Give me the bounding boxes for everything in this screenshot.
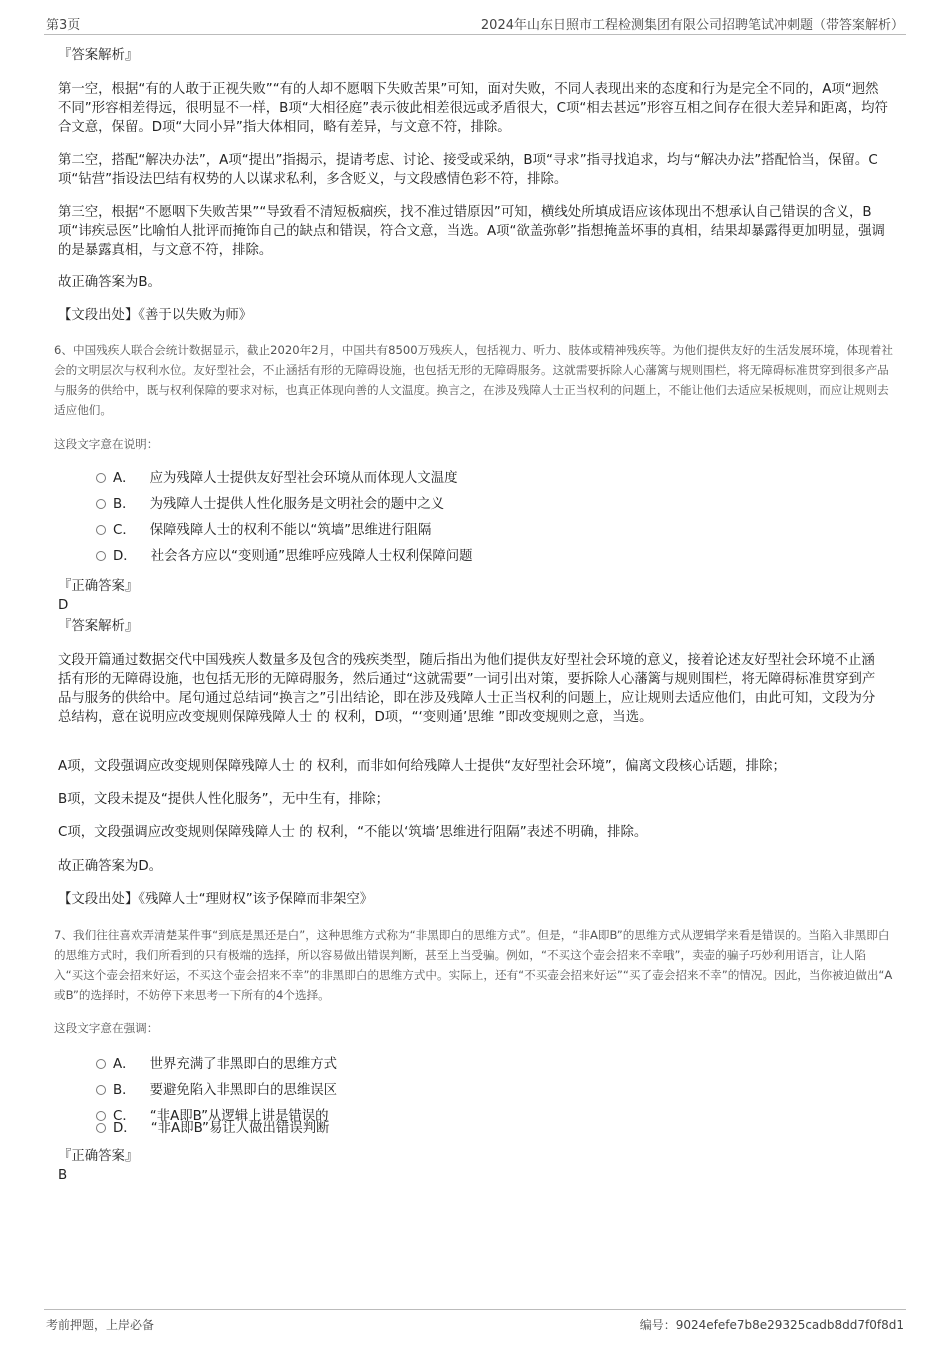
page-footer [44,1309,906,1334]
q6-stem: 6、中国残疾人联合会统计数据显示，截止2020年2月，中国共有8500万残疾人，包括视力、听力、肢体或精神残疾等。为他们提供友好的生活发展环境，体现着社会的文明层次与权利水位。友好型社会，不止涵括有形的无障碍设施，也包括无形的无障碍服务。这就需要拆除人心藩篱与规则围栏，将无障碍标准贯穿到很多产品与服务的供给中，既与权利保障的要求对标，也真正体现向善的人文温度。换言之，在涉及残障人士正当权利的问题上，不能让他们去适应呆板规则，而应让规则去适应他们。 [54,343,893,417]
q5-source: 【文段出处】《善于以失败为师》 [58,308,253,323]
q7-option-c[interactable]: C． “非A即B”从逻辑上讲是错误的 [96,1108,329,1126]
q6-conclusion: 故正确答案为D。 [58,859,163,874]
radio-icon[interactable] [96,551,106,561]
q6-option-a[interactable]: A． 应为残障人士提供友好型社会环境从而体现人文温度 [96,470,458,488]
q5-analysis-paragraph-2: 第二空，搭配“解决办法”，A项“提出”指揭示，提请考虑、讨论、接受或采纳，B项“寻求”指寻找追求，均与“解决办法”搭配恰当，保留。C项“钻营”指设法巴结有权势的人以谋求私利，多含贬义，与文段感情色彩不符，排除。 [58,153,878,187]
q6-answer: D [58,598,69,613]
q5-conclusion: 故正确答案为B。 [58,275,161,290]
radio-icon[interactable] [96,525,106,535]
q6-question: 这段文字意在说明： [54,437,159,451]
q7-option-b[interactable]: B． 要避免陷入非黑即白的思维误区 [96,1082,337,1100]
q7-question: 这段文字意在强调： [54,1021,159,1035]
q6-analysis-option-c: C项，文段强调应改变规则保障残障人士 的 权利，“不能以‘筑墙’思维进行阻隔”表述不明确，排除。 [58,825,648,840]
q7-option-a[interactable]: A． 世界充满了非黑即白的思维方式 [96,1056,337,1074]
q6-option-b[interactable]: B． 为残障人士提供人性化服务是文明社会的题中之义 [96,496,444,514]
q6-option-d[interactable]: D． 社会各方应以“变则通”思维呼应残障人士权利保障问题 [96,548,473,566]
q6-answer-title: 『正确答案』 [58,579,139,594]
radio-icon[interactable] [96,473,106,483]
radio-icon[interactable] [96,1123,106,1133]
page-number: 第3页 [46,18,81,33]
q6-analysis-paragraph-1: 文段开篇通过数据交代中国残疾人数量多及包含的残疾类型，随后指出为他们提供友好型社会环境的意义，接着论述友好型社会环境不止涵括有形的无障碍设施，也包括无形的无障碍服务，然后通过“这就需要”一词引出对策，要拆除人心藩篱与规则围栏，将无障碍标准贯穿到产品与服务的供给中。尾句通过总结词“换言之”引出结论，即在涉及残障人士正当权利的问题上，应让规则去适应他们，由此可知，文段为分总结构，意在说明应改变规则保障残障人士 的 权利，D项，“‘变则通’思维 ”即改变规则之意，当选。 [58,653,876,725]
q6-source: 【文段出处】《残障人士“理财权”该予保障而非架空》 [58,892,374,907]
q6-analysis-title: 『答案解析』 [58,619,139,634]
document-title: 2024年山东日照市工程检测集团有限公司招聘笔试冲刺题（带答案解析） [480,18,904,33]
q6-analysis-option-b: B项，文段未提及“提供人性化服务”，无中生有，排除； [58,792,390,807]
radio-icon[interactable] [96,1059,106,1069]
q7-option-d[interactable]: D． “非A即B”易让人做出错误判断 [96,1120,330,1138]
document-id: 编号：9024efefe7b8e29325cadb8dd7f0f8d1 [639,1318,904,1332]
q5-analysis-paragraph-3: 第三空，根据“不愿咽下失败苦果”“导致看不清短板痼疾，找不准过错原因”可知，横线处所填成语应该体现出不想承认自己错误的含义，B项“讳疾忌医”比喻怕人批评而掩饰自己的缺点和错误，符合文意，当选。A项“欲盖弥彰”指想掩盖坏事的真相，结果却暴露得更加明显，强调的是暴露真相，与文意不符，排除。 [58,205,885,258]
q6-analysis-option-a: A项，文段强调应改变规则保障残障人士 的 权利，而非如何给残障人士提供“友好型社会环境”，偏离文段核心话题，排除； [58,759,786,774]
radio-icon[interactable] [96,499,106,509]
q7-answer: B [58,1168,68,1183]
footer-slogan: 考前押题，上岸必备 [46,1318,155,1332]
radio-icon[interactable] [96,1085,106,1095]
q7-answer-title: 『正确答案』 [58,1149,139,1164]
page-header [44,14,906,35]
q6-option-c[interactable]: C． 保障残障人士的权利不能以“筑墙”思维进行阻隔 [96,522,431,540]
q5-analysis-title: 『答案解析』 [58,48,139,63]
q7-stem: 7、我们往往喜欢弄清楚某件事“到底是黑还是白”，这种思维方式称为“非黑即白的思维方式”。但是，“非A即B”的思维方式从逻辑学来看是错误的。当陷入非黑即白的思维方式时，我们所看到的只有极端的选择，所以容易做出错误判断，甚至上当受骗。例如，“不买这个壶会招来不幸哦”，卖壶的骗子巧妙利用语言，让人陷入“买这个壶会招来好运，不买这个壶会招来不幸”的非黑即白的思维方式中。实际上，还有“不买壶会招来好运”“买了壶会招来不幸”的情况。因此，当你被迫做出“A或B”的选择时，不妨停下来思考一下所有的4个选择。 [54,928,893,1002]
q5-analysis-paragraph-1: 第一空，根据“有的人敢于正视失败”“有的人却不愿咽下失败苦果”可知，面对失败，不同人表现出来的态度和行为是完全不同的，A项“迥然不同”形容相差得远，很明显不一样，B项“大相径庭”表示彼此相差很远或矛盾很大，C项“相去甚远”形容互相之间存在很大差异和距离，均符合文意，保留。D项“大同小异”指大体相同，略有差异，与文意不符，排除。 [58,82,888,135]
